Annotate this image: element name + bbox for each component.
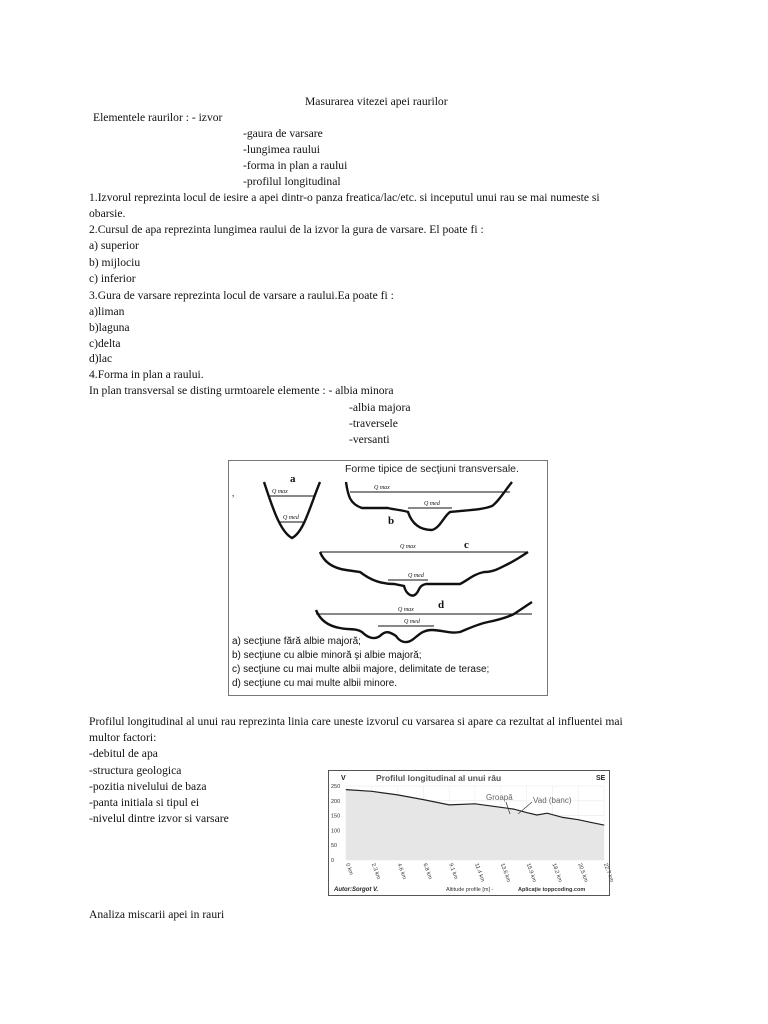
x-tick-label: 15.9 km: [524, 862, 538, 884]
level-label: Q med: [408, 573, 424, 579]
paragraph-gura: 3.Gura de varsare reprezinta locul de varsare a raului.Ea poate fi :: [89, 289, 394, 302]
mouth-type-item: d)lac: [89, 352, 113, 365]
elements-list-item: -lungimea raului: [243, 143, 320, 156]
level-label: Q med: [404, 619, 420, 625]
panel-label: b: [388, 515, 395, 527]
profile-point: [562, 817, 563, 818]
elements-list-item: -profilul longitudinal: [243, 175, 341, 188]
elements-list-item: -gaura de varsare: [243, 127, 323, 140]
factor-list-item: -nivelul dintre izvor si varsare: [89, 812, 229, 825]
factor-list-item: -debitul de apa: [89, 747, 158, 760]
x-tick-label: 4.6 km: [395, 862, 408, 881]
profile-point: [604, 825, 605, 826]
paragraph-izvor-line2: obarsie.: [89, 207, 126, 220]
y-tick-label: 0: [331, 858, 335, 864]
cross-sections-figure: [228, 460, 548, 696]
figure-caption: b) secţiune cu albie minoră şi albie majoră;: [232, 650, 422, 661]
chart-author: Autor:Sorgot V.: [334, 887, 379, 893]
course-type-item: a) superior: [89, 239, 139, 252]
analysis-heading: Analiza miscarii apei in rauri: [89, 908, 225, 921]
profile-point: [346, 789, 347, 790]
profile-paragraph-line1: Profilul longitudinal al unui rau reprezinta linia care uneste izvorul cu varsarea si apare ca rezultat al influentei mai: [89, 715, 623, 728]
chart-corner-right: SE: [596, 775, 606, 782]
chart-corner-left: V: [341, 775, 346, 782]
profile-point: [591, 822, 592, 823]
stray-mark: ,: [232, 488, 235, 498]
transversal-intro: In plan transversal se disting urmtoarele elemente : - albia minora: [89, 384, 394, 397]
x-tick-label: 13.6 km: [498, 862, 512, 884]
paragraph-forma: 4.Forma in plan a raului.: [89, 368, 204, 381]
longitudinal-profile-chart: [328, 770, 615, 896]
y-tick-label: 150: [331, 813, 341, 820]
profile-point: [513, 809, 514, 810]
x-tick-label: 22.7 km: [602, 862, 615, 884]
annotation-pit: Groapă: [486, 793, 513, 802]
level-label: Q med: [283, 515, 299, 521]
profile-point: [475, 803, 476, 804]
profile-point: [578, 819, 579, 820]
x-tick-label: 0 km: [344, 862, 354, 876]
panel-label: c: [464, 539, 469, 551]
x-tick-label: 20.5 km: [576, 862, 589, 884]
x-tick-label: 6.8 km: [421, 862, 433, 881]
factor-list-item: -structura geologica: [89, 764, 182, 777]
profile-point: [371, 791, 372, 792]
document-title: Masurarea vitezei apei raurilor: [305, 95, 448, 108]
profile-point: [547, 813, 548, 814]
chart-footer-center: Altitude profile [m] -: [446, 887, 494, 893]
profile-point: [397, 794, 398, 795]
elements-intro: Elementele raurilor : - izvor: [93, 111, 223, 124]
y-tick-label: 50: [331, 843, 338, 850]
mouth-type-item: a)liman: [89, 305, 125, 318]
profile-point: [423, 799, 424, 800]
panel-label: d: [438, 599, 445, 611]
x-tick-label: 2.3 km: [369, 862, 382, 881]
level-label: Q max: [374, 485, 390, 491]
profile-point: [449, 805, 450, 806]
y-tick-label: 100: [331, 828, 341, 835]
figure-title: Forme tipice de secţiuni transversale.: [345, 463, 519, 475]
paragraph-izvor-line1: 1.Izvorul reprezinta locul de iesire a apei dintr-o panza freatica/lac/etc. si inceputul unui rau se mai numeste si: [89, 191, 600, 204]
x-tick-label: 18.2 km: [550, 862, 563, 884]
course-type-item: c) inferior: [89, 272, 136, 285]
level-label: Q max: [400, 544, 416, 550]
figure-caption: d) secţiune cu mai multe albii minore.: [232, 678, 398, 689]
mouth-type-item: b)laguna: [89, 321, 130, 334]
profile-point: [526, 812, 527, 813]
y-tick-label: 250: [331, 784, 341, 790]
factor-list-item: -pozitia nivelului de baza: [89, 780, 207, 793]
chart-footer-app: Aplicaţie toppcoding.com: [518, 887, 586, 893]
panel-label: a: [290, 473, 296, 485]
profile-point: [500, 807, 501, 808]
chart-title: Profilul longitudinal al unui râu: [376, 773, 502, 783]
x-tick-label: 11.4 km: [473, 862, 486, 883]
transversal-list-item: -versanti: [349, 433, 390, 446]
figure-caption: c) secţiune cu mai multe albii majore, delimitate de terase;: [232, 664, 490, 675]
level-label: Q med: [424, 501, 440, 507]
factor-list-item: -panta initiala si tipul ei: [89, 796, 200, 809]
x-tick-label: 9.1 km: [447, 862, 459, 881]
course-type-item: b) mijlociu: [89, 256, 141, 269]
elements-list-item: -forma in plan a raului: [243, 159, 348, 172]
transversal-list-item: -albia majora: [349, 401, 411, 414]
mouth-type-item: c)delta: [89, 337, 121, 350]
profile-point: [537, 815, 538, 816]
transversal-list-item: -traversele: [349, 417, 398, 430]
profile-paragraph-line2: multor factori:: [89, 731, 157, 744]
paragraph-curs: 2.Cursul de apa reprezinta lungimea raului de la izvor la gura de varsare. El poate fi :: [89, 223, 484, 236]
y-tick-label: 200: [331, 798, 341, 805]
annotation-ford: Vad (banc): [533, 796, 572, 805]
level-label: Q max: [398, 607, 414, 613]
level-label: Q max: [272, 489, 288, 495]
figure-caption: a) secţiune fără albie majoră;: [232, 636, 361, 647]
